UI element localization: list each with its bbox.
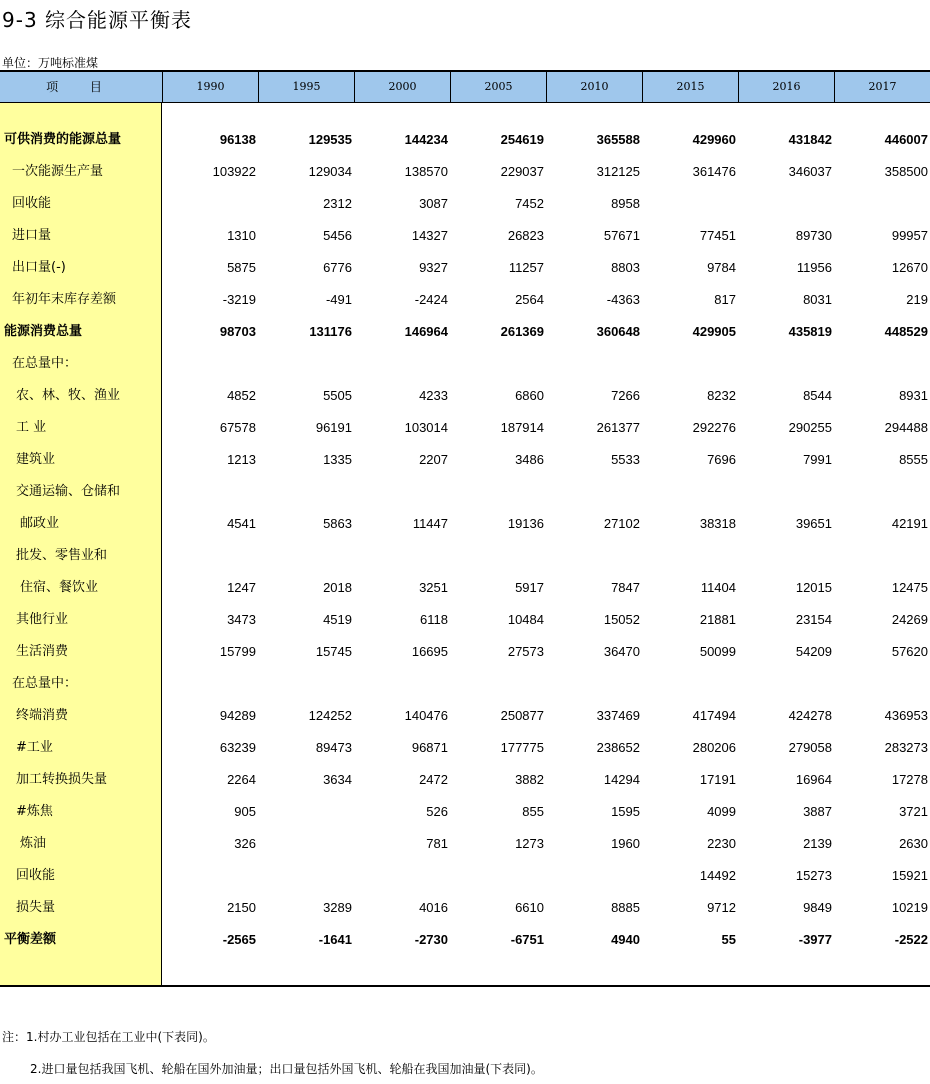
table-cell: [258, 348, 352, 380]
table-cell: [642, 540, 736, 572]
table-cell: 365588: [596, 132, 640, 147]
table-cell: 905: [234, 804, 256, 819]
table-cell: 17278: [891, 772, 928, 787]
unit-label: 单位：万吨标准煤: [2, 56, 99, 70]
table-row: [0, 604, 930, 636]
table-cell: 2630: [899, 836, 928, 851]
table-cell: [642, 348, 736, 380]
table-cell: 67578: [219, 420, 256, 435]
table-cell: 526: [426, 804, 448, 819]
table-cell: 12670: [891, 260, 928, 275]
table-cell: 817: [714, 292, 736, 307]
table-cell: 8031: [803, 292, 832, 307]
header-year-cell: 1990: [162, 72, 258, 102]
table-cell: 6860: [515, 388, 544, 403]
table-cell: 146964: [404, 324, 448, 339]
table-cell: 3473: [227, 612, 256, 627]
table-cell: 103922: [212, 164, 256, 179]
table-row: [0, 764, 930, 796]
row-label: 能源消费总量: [4, 324, 83, 339]
table-cell: [834, 188, 928, 220]
row-label: 交通运输、仓储和: [16, 484, 121, 499]
table-cell: 96871: [411, 740, 448, 755]
table-cell: [354, 540, 448, 572]
table-row: [0, 188, 930, 220]
row-label: 一次能源生产量: [12, 164, 104, 179]
table-cell: 7266: [611, 388, 640, 403]
table-cell: 36470: [603, 644, 640, 659]
table-row: [0, 700, 930, 732]
table-cell: 89473: [315, 740, 352, 755]
table-cell: 2230: [707, 836, 736, 851]
table-cell: 294488: [884, 420, 928, 435]
table-cell: 9784: [707, 260, 736, 275]
table-cell: 435819: [788, 324, 832, 339]
table-row: [0, 476, 930, 508]
row-label: 批发、零售业和: [16, 548, 108, 563]
table-row: [0, 828, 930, 860]
table-cell: 261377: [596, 420, 640, 435]
row-label: 生活消费: [16, 644, 69, 659]
bottom-rule: [0, 985, 930, 987]
header-year-cell: 2017: [834, 72, 930, 102]
table-cell: 9712: [707, 900, 736, 915]
table-row: [0, 444, 930, 476]
row-label: 平衡差额: [4, 932, 57, 947]
table-row: [0, 124, 930, 156]
table-cell: [738, 668, 832, 700]
table-cell: 3289: [323, 900, 352, 915]
table-cell: 360648: [596, 324, 640, 339]
table-cell: 279058: [788, 740, 832, 755]
table-cell: 94289: [219, 708, 256, 723]
table-cell: 326: [234, 836, 256, 851]
table-cell: 429905: [692, 324, 736, 339]
table-cell: 129034: [308, 164, 352, 179]
table-cell: 38318: [699, 516, 736, 531]
table-cell: 6776: [323, 260, 352, 275]
row-label: 建筑业: [16, 452, 56, 467]
table-cell: 1273: [515, 836, 544, 851]
table-cell: 261369: [500, 324, 544, 339]
row-label: 在总量中：: [12, 676, 78, 691]
table-cell: -2424: [414, 292, 448, 307]
table-cell: 5917: [515, 580, 544, 595]
table-cell: 11404: [700, 580, 736, 595]
table-cell: [162, 476, 256, 508]
table-cell: 2139: [803, 836, 832, 851]
table-cell: 5505: [323, 388, 352, 403]
table-cell: 138570: [404, 164, 448, 179]
table-cell: 2264: [227, 772, 256, 787]
table-cell: -2730: [414, 932, 448, 947]
table-cell: 24269: [891, 612, 928, 627]
table-cell: 55: [721, 932, 736, 947]
row-label: 农、林、牧、渔业: [16, 388, 121, 403]
table-cell: [834, 476, 928, 508]
table-cell: 2312: [323, 196, 352, 211]
table-row: [0, 668, 930, 700]
table-cell: 42191: [891, 516, 928, 531]
table-cell: 4541: [227, 516, 256, 531]
row-label: 损失量: [16, 900, 56, 915]
table-cell: 103014: [404, 420, 448, 435]
table-cell: 3882: [515, 772, 544, 787]
row-label: 其他行业: [16, 612, 69, 627]
table-cell: 4519: [323, 612, 352, 627]
table-cell: 4233: [419, 388, 448, 403]
table-cell: 98703: [219, 324, 256, 339]
table-cell: 337469: [596, 708, 640, 723]
table-cell: 2472: [419, 772, 448, 787]
table-cell: [258, 540, 352, 572]
table-cell: 431842: [788, 132, 832, 147]
table-cell: 8232: [707, 388, 736, 403]
table-cell: 2564: [515, 292, 544, 307]
table-cell: 10484: [507, 612, 544, 627]
table-cell: 290255: [788, 420, 832, 435]
table-cell: [450, 540, 544, 572]
table-cell: 283273: [884, 740, 928, 755]
table-cell: 312125: [596, 164, 640, 179]
table-row: [0, 284, 930, 316]
header-year-cell: 1995: [258, 72, 354, 102]
row-label: 出口量(-): [12, 260, 66, 275]
table-cell: 250877: [500, 708, 544, 723]
header-item-cell: 项 目: [46, 80, 116, 94]
table-cell: [258, 860, 352, 892]
table-row: [0, 412, 930, 444]
table-row: [0, 892, 930, 924]
row-label: 住宿、餐饮业: [20, 580, 99, 595]
table-cell: [450, 668, 544, 700]
table-cell: [738, 348, 832, 380]
table-cell: [450, 476, 544, 508]
table-cell: 124252: [308, 708, 352, 723]
table-cell: 280206: [692, 740, 736, 755]
table-cell: [642, 668, 736, 700]
table-cell: 7991: [803, 452, 832, 467]
table-cell: [834, 668, 928, 700]
table-cell: 238652: [596, 740, 640, 755]
table-row: [0, 348, 930, 380]
header-year-cell: 2005: [450, 72, 546, 102]
table-cell: 229037: [500, 164, 544, 179]
table-cell: [258, 668, 352, 700]
table-cell: [354, 348, 448, 380]
table-cell: [258, 796, 352, 828]
table-cell: 129535: [308, 132, 352, 147]
row-label: 年初年末库存差额: [12, 292, 117, 307]
table-cell: 5863: [323, 516, 352, 531]
row-label: 进口量: [12, 228, 52, 243]
table-cell: 855: [522, 804, 544, 819]
table-cell: 187914: [500, 420, 544, 435]
table-row: [0, 540, 930, 572]
table-cell: 781: [426, 836, 448, 851]
table-cell: 6610: [515, 900, 544, 915]
table-cell: 1247: [227, 580, 256, 595]
table-cell: [834, 540, 928, 572]
table-cell: 26823: [507, 228, 544, 243]
table-cell: -3219: [222, 292, 256, 307]
row-label: 回收能: [16, 868, 56, 883]
table-row: [0, 924, 930, 956]
table-cell: [354, 860, 448, 892]
table-row: [0, 156, 930, 188]
row-label: 终端消费: [16, 708, 69, 723]
table-row: [0, 380, 930, 412]
table-cell: 2018: [323, 580, 352, 595]
table-cell: 131176: [309, 324, 352, 339]
table-cell: [738, 188, 832, 220]
table-cell: 14294: [603, 772, 640, 787]
table-cell: [834, 348, 928, 380]
table-cell: 15921: [891, 868, 928, 883]
table-cell: 2207: [419, 452, 448, 467]
table-cell: 417494: [692, 708, 736, 723]
table-cell: 8803: [611, 260, 640, 275]
table-cell: 15799: [219, 644, 256, 659]
table-row: [0, 796, 930, 828]
table-cell: 77451: [699, 228, 736, 243]
table-cell: [162, 668, 256, 700]
table-cell: 16695: [411, 644, 448, 659]
table-cell: -3977: [798, 932, 832, 947]
table-cell: 17191: [699, 772, 736, 787]
table-cell: [450, 860, 544, 892]
table-cell: 27102: [603, 516, 640, 531]
table-cell: 4940: [611, 932, 640, 947]
table-cell: 3087: [419, 196, 448, 211]
table-cell: 358500: [884, 164, 928, 179]
table-cell: [546, 668, 640, 700]
table-header: [0, 72, 930, 103]
table-cell: [354, 476, 448, 508]
table-cell: 140476: [404, 708, 448, 723]
table-cell: 89730: [795, 228, 832, 243]
table-cell: 3486: [515, 452, 544, 467]
table-cell: 39651: [795, 516, 832, 531]
table-row: [0, 860, 930, 892]
table-cell: 292276: [692, 420, 736, 435]
table-cell: 12475: [891, 580, 928, 595]
table-cell: 10219: [891, 900, 928, 915]
table-cell: 96191: [315, 420, 352, 435]
table-cell: 3634: [323, 772, 352, 787]
table-cell: 2150: [227, 900, 256, 915]
table-cell: 429960: [692, 132, 736, 147]
note-2: 2.进口量包括我国飞机、轮船在国外加油量；出口量包括外国飞机、轮船在我国加油量(下表同)。: [30, 1062, 543, 1076]
table-cell: [354, 668, 448, 700]
table-cell: 16964: [795, 772, 832, 787]
table-cell: 8544: [803, 388, 832, 403]
table-cell: 177775: [500, 740, 544, 755]
table-cell: [642, 476, 736, 508]
table-cell: 1595: [611, 804, 640, 819]
table-cell: [642, 188, 736, 220]
row-label: 在总量中：: [12, 356, 78, 371]
table-cell: 361476: [692, 164, 736, 179]
table-cell: -1641: [318, 932, 352, 947]
table-cell: 448529: [884, 324, 928, 339]
table-cell: 12015: [795, 580, 832, 595]
table-cell: 219: [906, 292, 928, 307]
table-cell: [258, 476, 352, 508]
table-cell: -4363: [606, 292, 640, 307]
table-row: [0, 732, 930, 764]
table-cell: [738, 476, 832, 508]
table-cell: 1310: [227, 228, 256, 243]
header-year-cell: 2016: [738, 72, 834, 102]
table-cell: 4099: [707, 804, 736, 819]
row-label: 邮政业: [20, 516, 60, 531]
table-cell: 3251: [419, 580, 448, 595]
row-label: #炼焦: [16, 804, 53, 819]
table-cell: 7452: [515, 196, 544, 211]
table-cell: [162, 540, 256, 572]
table-cell: 3721: [899, 804, 928, 819]
table-cell: 5456: [323, 228, 352, 243]
table-cell: [546, 860, 640, 892]
table-cell: 6118: [420, 612, 448, 627]
table-cell: -2522: [894, 932, 928, 947]
table-cell: 19136: [507, 516, 544, 531]
table-cell: -491: [325, 292, 352, 307]
row-label: #工业: [16, 740, 53, 755]
table-cell: 9327: [419, 260, 448, 275]
row-label: 回收能: [12, 196, 52, 211]
table-cell: -2565: [222, 932, 256, 947]
table-cell: 96138: [219, 132, 256, 147]
table-row: [0, 572, 930, 604]
row-label: 加工转换损失量: [16, 772, 108, 787]
table-cell: 1335: [323, 452, 352, 467]
table-cell: 11447: [412, 516, 448, 531]
table-cell: 5875: [227, 260, 256, 275]
table-cell: 1213: [227, 452, 256, 467]
table-cell: 8555: [899, 452, 928, 467]
table-cell: [738, 540, 832, 572]
table-cell: 424278: [788, 708, 832, 723]
table-cell: 4016: [419, 900, 448, 915]
table-row: [0, 220, 930, 252]
table-cell: 11257: [508, 260, 544, 275]
header-year-cell: 2000: [354, 72, 450, 102]
table-cell: 63239: [219, 740, 256, 755]
table-cell: 14492: [699, 868, 736, 883]
table-cell: 27573: [507, 644, 544, 659]
table-cell: [546, 348, 640, 380]
table-cell: [546, 540, 640, 572]
table-cell: 15745: [315, 644, 352, 659]
row-label: 可供消费的能源总量: [4, 132, 122, 147]
table-cell: 144234: [404, 132, 448, 147]
table-cell: 8885: [611, 900, 640, 915]
page-title: 9-3 综合能源平衡表: [2, 8, 193, 32]
header-year-cell: 2015: [642, 72, 738, 102]
table-cell: [162, 860, 256, 892]
table-cell: 436953: [884, 708, 928, 723]
table-cell: 14327: [411, 228, 448, 243]
table-cell: 346037: [788, 164, 832, 179]
table-cell: 5533: [611, 452, 640, 467]
table-cell: 8931: [899, 388, 928, 403]
table-cell: [450, 348, 544, 380]
row-label: 工 业: [16, 420, 47, 435]
table-cell: [162, 348, 256, 380]
header-year-cell: 2010: [546, 72, 642, 102]
table-cell: 7696: [707, 452, 736, 467]
table-cell: 15052: [603, 612, 640, 627]
table-cell: 21881: [699, 612, 736, 627]
table-cell: 4852: [227, 388, 256, 403]
table-cell: [162, 188, 256, 220]
table-cell: [546, 476, 640, 508]
table-cell: 15273: [795, 868, 832, 883]
table-cell: 7847: [611, 580, 640, 595]
table-cell: 11956: [796, 260, 832, 275]
table-cell: 446007: [884, 132, 928, 147]
table-cell: 57671: [603, 228, 640, 243]
table-row: [0, 508, 930, 540]
table-cell: [258, 828, 352, 860]
table-row: [0, 316, 930, 348]
table-cell: -6751: [510, 932, 544, 947]
row-label: 炼油: [20, 836, 47, 851]
table-cell: 9849: [803, 900, 832, 915]
note-1: 注：1.村办工业包括在工业中(下表同)。: [2, 1030, 215, 1044]
table-cell: 8958: [611, 196, 640, 211]
table-cell: 1960: [611, 836, 640, 851]
table-cell: 57620: [891, 644, 928, 659]
table-cell: 3887: [803, 804, 832, 819]
table-cell: 99957: [891, 228, 928, 243]
table-cell: 50099: [699, 644, 736, 659]
table-cell: 23154: [795, 612, 832, 627]
table-cell: 54209: [795, 644, 832, 659]
table-cell: 254619: [500, 132, 544, 147]
table-row: [0, 636, 930, 668]
table-row: [0, 252, 930, 284]
